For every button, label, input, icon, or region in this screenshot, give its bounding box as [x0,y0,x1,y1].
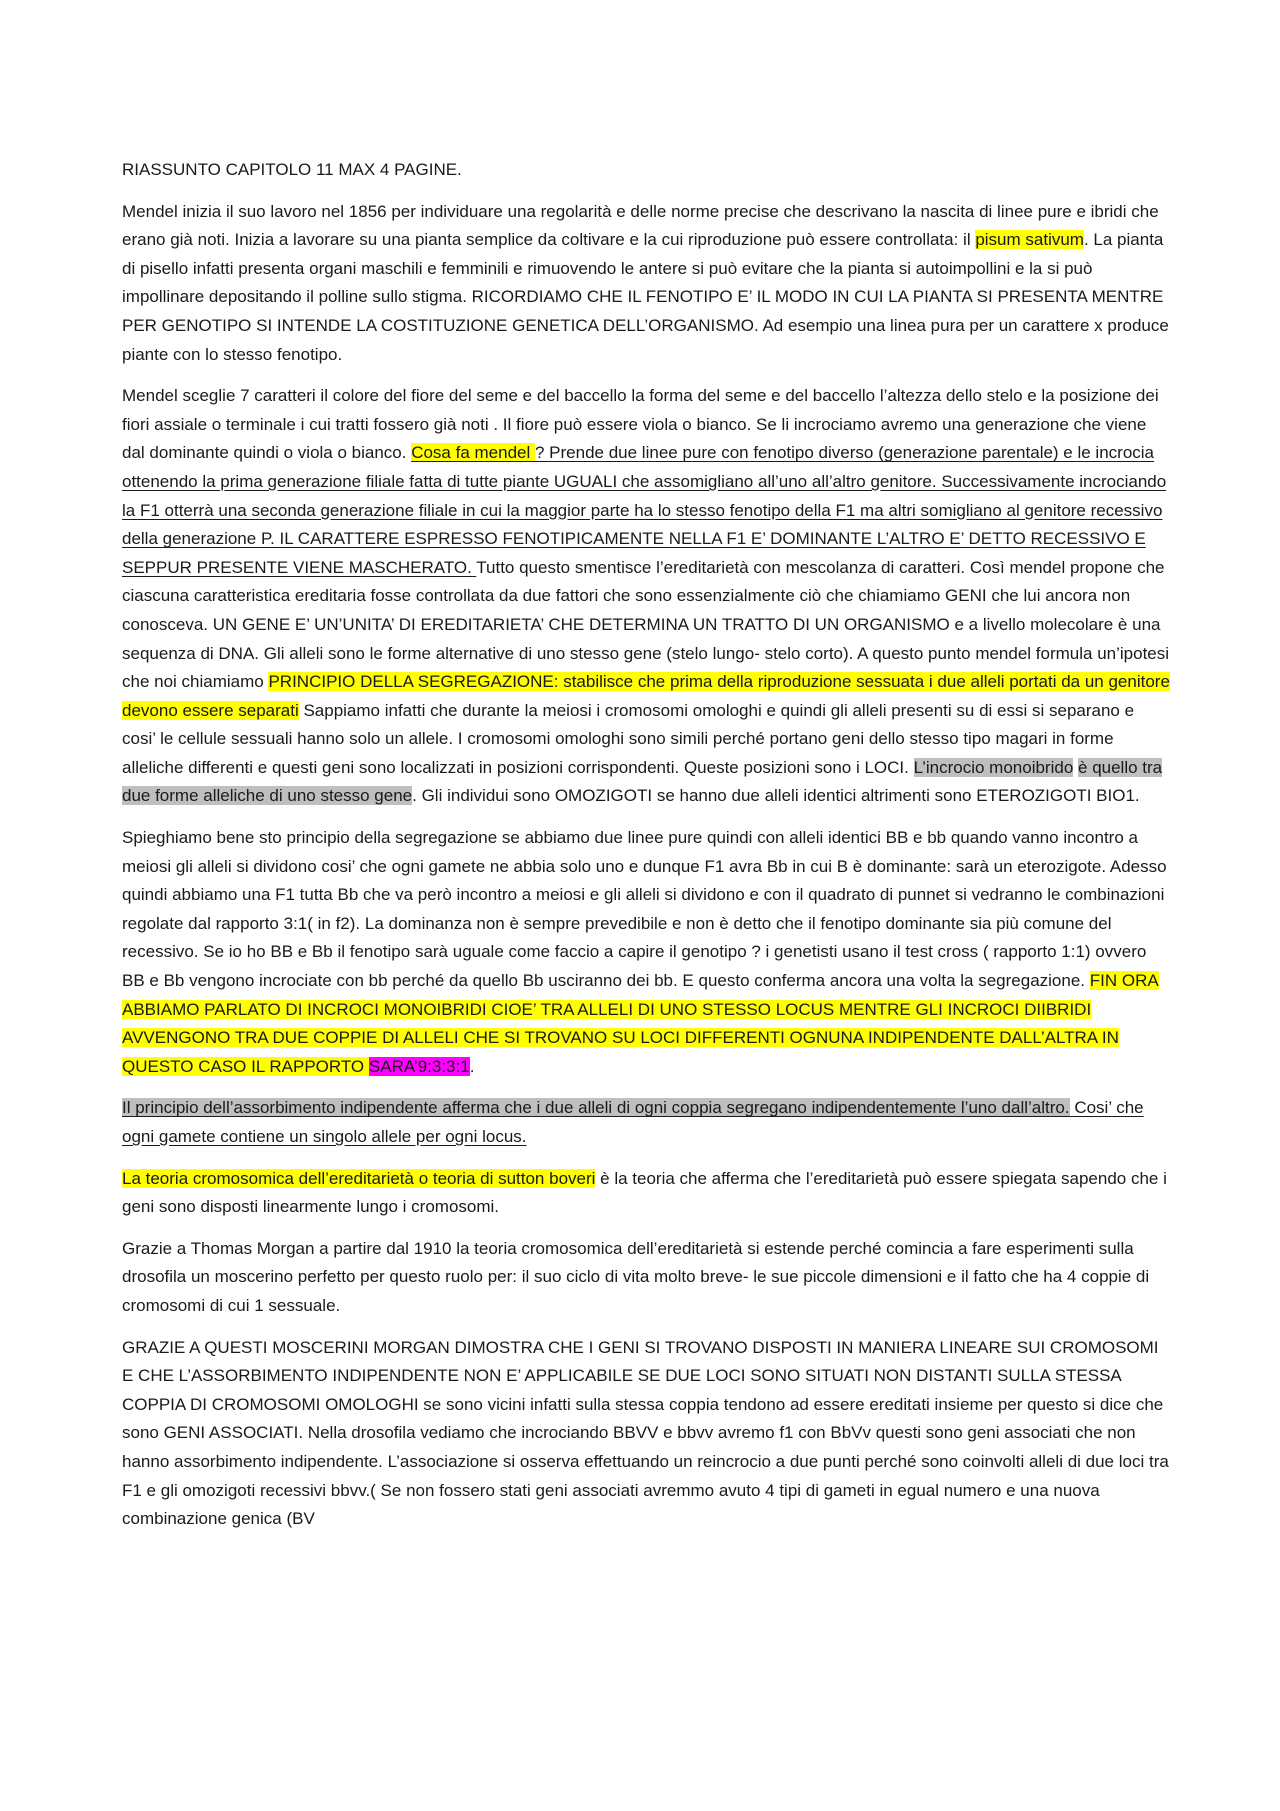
highlight-incrocio-monoibrido: L’incrocio monoibrido [913,757,1074,777]
highlight-assorbimento-indipendente: Il principio dell’assorbimento indipendente afferma che i due alleli di ogni coppia segregano indipendentemente l’uno dall’altro. [122,1098,1070,1118]
paragraph-5 [122,1165,1170,1222]
highlight-teoria-cromosomica: La teoria cromosomica dell’ereditarietà o teoria di sutton boveri [122,1168,596,1188]
paragraph-2-text-mid: Tutto questo smentisce l’ereditarietà con mescolanza di caratteri. Così mendel propone che ciascuna caratteristica ereditaria fosse controllata da due fattori che sono essenzialmente ciò che chiamiamo GENI che lui ancora non conosceva. UN GENE E’ UN’UNITA’ DI EREDITARIETA’ CHE DETERMINA UN TRATTO DI UN ORGANISMO e a livello molecolare è una sequenza di DNA. Gli alleli sono le forme alternative di uno stesso gene (stelo lungo- stelo corto). A questo punto mendel formula un’ipotesi che noi chiamiamo [122,557,1170,692]
paragraph-3-end: . [469,1056,475,1076]
highlight-cosa-fa-mendel: Cosa fa mendel [411,443,535,463]
paragraph-7: GRAZIE A QUESTI MOSCERINI MORGAN DIMOSTRA CHE I GENI SI TROVANO DISPOSTI IN MANIERA LINEARE SUI CROMOSOMI E CHE L’ASSORBIMENTO INDIPENDENTE NON E’ APPLICABILE SE DUE LOCI SONO SITUATI NON DISTANTI SULLA STESSA COPPIA DI CROMOSOMI OMOLOGHI se sono vicini infatti sulla stessa coppia tendono ad essere ereditati insieme per questo si dice che sono GENI ASSOCIATI. Nella drosofila vediamo che incrociando BBVV e bbvv avremo f1 con BbVv questi sono geni associati che non hanno assorbimento indipendente. L’associazione si osserva effettuando un reincrocio a due punti perché sono coinvolti alleli di due loci tra F1 e gli omozigoti recessivi bbvv.( Se non fossero stati geni associati avremmo avuto 4 tipi di gameti in egual numero e una nuova combinazione genica (BV [122,1337,1169,1529]
highlight-rapporto-9331: SARA’9:3:3:1 [368,1056,470,1076]
paragraph-1-text: Mendel inizia il suo lavoro nel 1856 per individuare una regolarità e delle norme precise che descrivano la nascita di linee pure e ibridi che erano già noti. Inizia a lavorare su una pianta semplice da coltivare e la cui riproduzione può essere controllata: il [122,201,1159,250]
paragraph-2 [122,382,1170,811]
paragraph-2-text-end: . Gli individui sono OMOZIGOTI se hanno due alleli identici altrimenti sono ETEROZIGOTI BIO1. [412,786,1140,806]
paragraph-4-text: Cosi’ che ogni gamete contiene un singolo allele per ogni locus. [122,1098,1144,1146]
underlined-mendel-experiment: ? Prende due linee pure con fenotipo diverso (generazione parentale) e le incrocia ottenendo la prima generazione filiale fatta di tutte piante UGUALI che assomigliano all’uno all’altro genitore. Successivamente incrociando la F1 otterrà una seconda generazione filiale in cui la maggior parte ha lo stesso fenotipo della F1 ma altri somigliano al genitore recessivo della generazione P. IL CARATTERE ESPRESSO FENOTIPICAMENTE NELLA F1 E’ DOMINANTE L’ALTRO E’ DETTO RECESSIVO E SEPPUR PRESENTE VIENE MASCHERATO. [122,443,1167,577]
paragraph-1 [122,198,1170,370]
paragraph-1-text-end: . La pianta di pisello infatti presenta organi maschili e femminili e rimuovendo le antere si può evitare che la pianta si autoimpollini e la si può impollinare depositando il polline sullo stigma. RICORDIAMO CHE IL FENOTIPO E’ IL MODO IN CUI LA PIANTA SI PRESENTA MENTRE PER GENOTIPO SI INTENDE LA COSTITUZIONE GENETICA DELL’ORGANISMO. Ad esempio una linea pura per un carattere x produce piante con lo stesso fenotipo. [122,230,1169,364]
paragraph-5-text: è la teoria che afferma che l’ereditarietà può essere spiegata sapendo che i geni sono disposti linearmente lungo i cromosomi. [122,1168,1167,1217]
highlight-principio-segregazione: PRINCIPIO DELLA SEGREGAZIONE: stabilisce che prima della riproduzione sessuata i due alleli portati da un genitore devono essere separati [122,672,1170,720]
paragraph-6: Grazie a Thomas Morgan a partire dal 1910 la teoria cromosomica dell’ereditarietà si estende perché comincia a fare esperimenti sulla drosofila un moscerino perfetto per questo ruolo per: il suo ciclo di vita molto breve- le sue piccole dimensioni e il fatto che ha 4 coppie di cromosomi di cui 1 sessuale. [122,1238,1150,1315]
document-title: RIASSUNTO CAPITOLO 11 MAX 4 PAGINE. [122,160,462,179]
highlight-incroci-diibridi: FIN ORA ABBIAMO PARLATO DI INCROCI MONOIBRIDI CIOE’ TRA ALLELI DI UNO STESSO LOCUS MENTRE GLI INCROCI DIIBRIDI AVVENGONO TRA DUE COPPIE DI ALLELI CHE SI TROVANO SU LOCI DIFFERENTI OGNUNA INDIPENDENTE DALL’ALTRA IN QUESTO CASO IL RAPPORTO [122,971,1159,1076]
highlight-forme-alleliche: è quello tra due forme alleliche di uno stesso gene [122,757,1163,806]
paragraph-2-text: Mendel sceglie 7 caratteri il colore del fiore del seme e del baccello la forma del seme e del baccello l’altezza dello stelo e la posizione dei fiori assiale o terminale i cui tratti fossero già noti . Il fiore può essere viola o bianco. Se li incrociamo avremo una generazione che viene dal dominante quindi o viola o bianco. [122,386,1159,463]
paragraph-2-text-meiosi: Sappiamo infatti che durante la meiosi i cromosomi omologhi e quindi gli alleli presenti su di essi si separano e cosi’ le cellule sessuali hanno solo un allele. I cromosomi omologhi sono simili perché portano geni dello stesso tipo magari in forme alleliche differenti e questi geni sono localizzati in posizioni corrispondenti. Queste posizioni sono i LOCI. [122,700,1135,777]
paragraph-4 [122,1094,1170,1151]
paragraph-3 [122,824,1170,1081]
highlight-pisum-sativum: pisum sativum [975,230,1084,250]
paragraph-3-text: Spieghiamo bene sto principio della segregazione se abbiamo due linee pure quindi con alleli identici BB e bb quando vanno incontro a meiosi gli alleli si dividono cosi’ che ogni gamete ne abbia solo uno e dunque F1 avra Bb in cui B è dominante: sarà un eterozigote. Adesso quindi abbiamo una F1 tutta Bb che va però incontro a meiosi e gli alleli si dividono e con il quadrato di punnet si vedranno le combinazioni regolate dal rapporto 3:1( in f2). La dominanza non è sempre prevedibile e non è detto che il fenotipo dominante sia più comune del recessivo. Se io ho BB e Bb il fenotipo sarà uguale come faccio a capire il genotipo ? i genetisti usano il test cross ( rapporto 1:1) ovvero BB e Bb vengono incrociate con bb perché da quello Bb usciranno dei bb. E questo conferma ancora una volta la segregazione. [122,828,1167,991]
